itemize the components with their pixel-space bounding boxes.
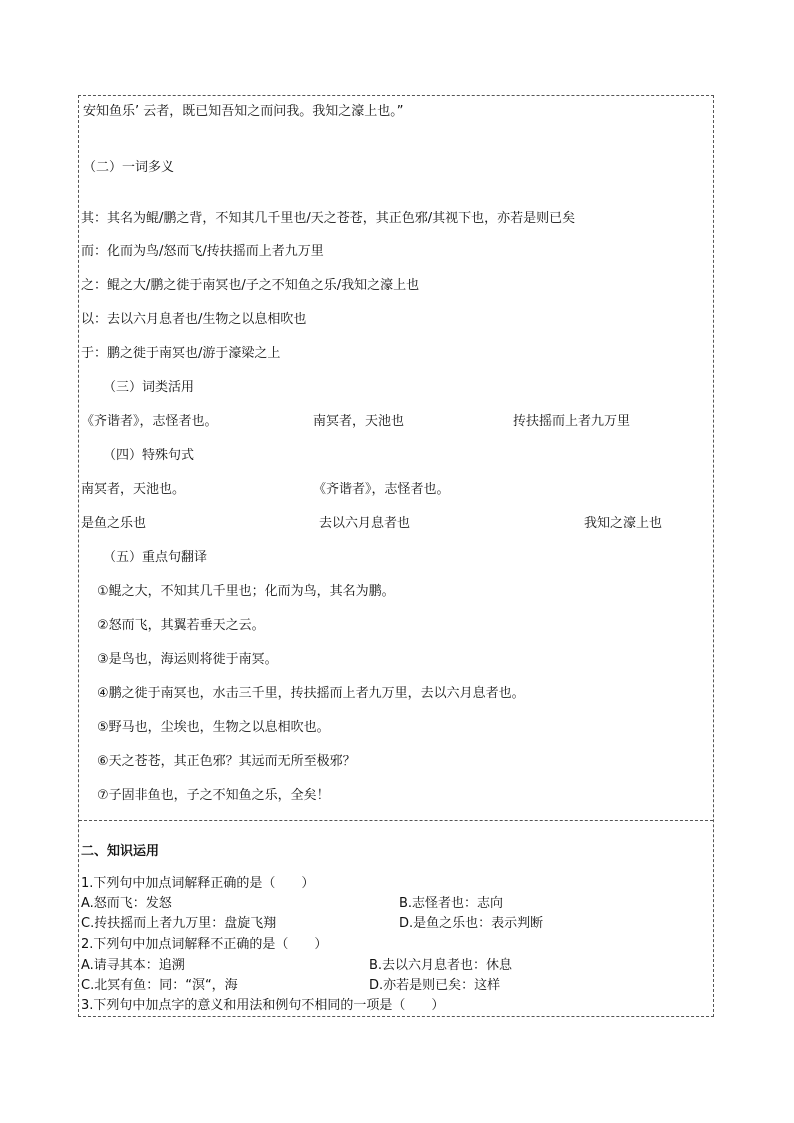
s2-line-3: 之：鲲之大/鹏之徙于南冥也/子之不知鱼之乐/我知之濠上也 <box>81 278 420 293</box>
s4-row1-item-2: 《齐谐者》，志怪者也。 <box>313 482 450 497</box>
s5-line-6: ⑥天之苍苍，其正色邪？其远而无所至极邪？ <box>97 754 356 769</box>
worksheet-frame <box>78 95 714 1017</box>
s3-item-1: 《齐谐者》，志怪者也。 <box>81 414 218 429</box>
s4-row2-item-2: 去以六月息者也 <box>319 516 411 531</box>
q2-option-b: B.去以六月息者也：休息 <box>369 958 513 973</box>
s5-line-4: ④鹏之徙于南冥也，水击三千里，抟扶摇而上者九万里，去以六月息者也。 <box>97 686 525 701</box>
section-4-title: （四）特殊句式 <box>103 448 195 463</box>
s5-line-1: ①鲲之大，不知其几千里也；化而为鸟，其名为鹏。 <box>97 584 395 599</box>
s4-row2-item-1: 是鱼之乐也 <box>81 516 147 531</box>
q2-option-c: C.北冥有鱼：同：“溟“，海 <box>81 978 238 993</box>
q1-option-a: A.怒而飞：发怒 <box>81 896 172 911</box>
s4-row2-item-3: 我知之濠上也 <box>584 516 663 531</box>
s2-line-4: 以：去以六月息者也/生物之以息相吹也 <box>81 312 307 327</box>
s3-item-3: 抟扶摇而上者九万里 <box>513 414 631 429</box>
s3-item-2: 南冥者，天池也 <box>313 414 405 429</box>
section-3-title: （三）词类活用 <box>103 380 195 395</box>
section-divider <box>79 820 713 821</box>
q2-option-a: A.请寻其本：追溯 <box>81 958 185 973</box>
part-2-title: 二、知识运用 <box>81 844 160 859</box>
q2-option-d: D.亦若是则已矣：这样 <box>369 978 501 993</box>
s2-line-5: 于：鹏之徙于南冥也/游于濠梁之上 <box>81 346 281 361</box>
s4-row1-item-1: 南冥者，天池也。 <box>81 482 186 497</box>
section-5-title: （五）重点句翻译 <box>103 550 208 565</box>
s2-line-1: 其：其名为鲲/鹏之背，不知其几千里也/天之苍苍，其正色邪/其视下也，亦若是则已矣 <box>81 211 576 226</box>
q1-option-d: D.是鱼之乐也：表示判断 <box>399 916 544 931</box>
s5-line-7: ⑦子固非鱼也，子之不知鱼之乐，全矣！ <box>97 788 330 803</box>
s5-line-2: ②怒而飞，其翼若垂天之云。 <box>97 618 265 633</box>
q2-stem: 2.下列句中加点词解释不正确的是（ ） <box>81 937 328 952</box>
q1-option-b: B.志怪者也：志向 <box>399 896 504 911</box>
q1-option-c: C.抟扶摇而上者九万里：盘旋飞翔 <box>81 916 277 931</box>
s2-line-2: 而：化而为鸟/怒而飞/抟扶摇而上者九万里 <box>81 244 324 259</box>
q1-stem: 1.下列句中加点词解释正确的是（ ） <box>81 876 315 891</box>
top-quote: 安知鱼乐’ 云者，既已知吾知之而问我。我知之濠上也。” <box>83 104 404 119</box>
s5-line-5: ⑤野马也，尘埃也，生物之以息相吹也。 <box>97 720 330 735</box>
q3-stem: 3.下列句中加点字的意义和用法和例句不相同的一项是（ ） <box>81 998 445 1013</box>
section-2-title: （二）一词多义 <box>83 160 175 175</box>
s5-line-3: ③是鸟也，海运则将徙于南冥。 <box>97 652 278 667</box>
